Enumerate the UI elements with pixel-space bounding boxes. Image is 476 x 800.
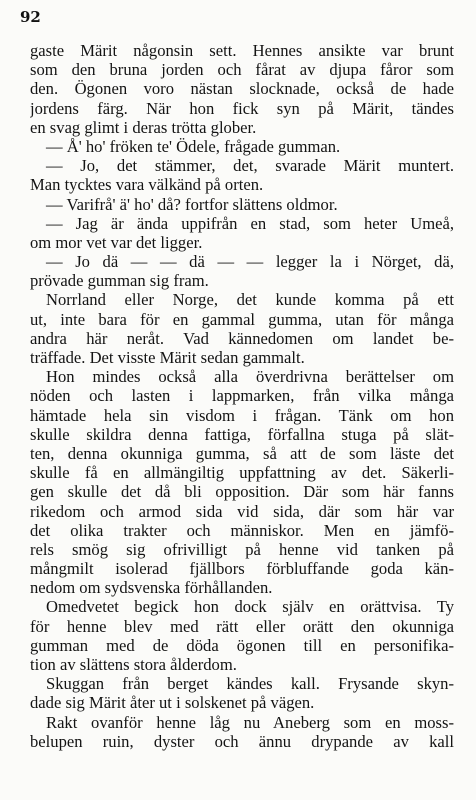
text-line: nedom om sydsvenska förhållanden. (30, 578, 273, 598)
text-line: dade sig Märit åter ut i solskenet på vägen. (30, 693, 315, 713)
text-line: — Å' ho' fröken te' Ödele, frågade gumman. (46, 136, 341, 156)
text-line: ut, inte bara för en gammal gumma, utan för många (30, 309, 454, 329)
text-line: en svag glimt i deras trötta glober. (30, 117, 257, 137)
text-line: andra här neråt. Vad kännedomen om landet be- (30, 328, 454, 348)
text-line: — Jo, det stämmer, det, svarade Märit muntert. (46, 156, 454, 176)
text-line: den. Ögonen voro nästan slocknade, också de hade (30, 79, 454, 99)
text-line: prövade gumman sig fram. (30, 271, 209, 291)
text-line: tion av slättens stora ålderdom. (30, 655, 237, 674)
page-number: 92 (20, 8, 41, 26)
text-line: skulle få en allmängiltig uppfattning av det. Säkerli- (30, 463, 454, 483)
text-line: Man tycktes vara välkänd på orten. (30, 175, 264, 195)
text-line: Hon mindes också alla överdrivna berättelser om (46, 367, 454, 387)
text-line: — Jo dä — — dä — — legger la i Nörget, dä, (46, 252, 454, 272)
text-line: för henne blev med rätt eller orätt den okunniga (30, 616, 454, 636)
text-line: ten, denna okunniga gumma, så att de som läste det (30, 443, 454, 463)
text-line: hämtade hela sin visdom i frågan. Tänk om hon (30, 405, 454, 425)
text-line: som den bruna jorden och fårat av djupa fåror som (30, 60, 454, 80)
text-line: Skuggan från berget kändes kall. Frysande skyn- (46, 674, 454, 694)
text-line: nöden och lasten i lappmarken, från vilka många (30, 386, 454, 406)
text-line: om mor vet var det ligger. (30, 232, 203, 252)
text-line: Rakt ovanför henne låg nu Aneberg som en moss- (46, 712, 454, 732)
text-line: gumman med de döda ögonen till en personifika- (30, 635, 454, 655)
text-line: rikedom och armod sida vid sida, där som här var (30, 501, 454, 521)
text-line: gen skulle det då bli opposition. Där som här fanns (30, 482, 454, 502)
text-line: rels smög sig ofrivilligt på henne vid tanken på (30, 539, 454, 559)
body-text (30, 41, 454, 751)
text-line: Omedvetet begick hon dock själv en orättvisa. Ty (46, 597, 454, 617)
text-line: belupen ruin, dyster och ännu drypande av kall (30, 731, 454, 751)
text-line: Norrland eller Norge, det kunde komma på ett (46, 290, 454, 310)
text-line: träffade. Det visste Märit sedan gammalt. (30, 348, 305, 367)
text-line: jordens färg. När hon fick syn på Märit, tändes (30, 98, 454, 118)
text-line: mångmilt isolerad fjällbors förbluffande goda kän- (30, 559, 454, 579)
text-line: skulle skildra denna fattiga, förfallna stuga på slät- (30, 424, 454, 444)
text-line: — Jag är ända uppifrån en stad, som heter Umeå, (46, 213, 454, 233)
text-line: det olika trakter och människor. Men en jämfö- (30, 520, 454, 540)
text-line: — Varifrå' ä' ho' då? fortfor slättens oldmor. (46, 194, 338, 214)
text-line: gaste Märit någonsin sett. Hennes ansikte var brunt (30, 41, 454, 60)
